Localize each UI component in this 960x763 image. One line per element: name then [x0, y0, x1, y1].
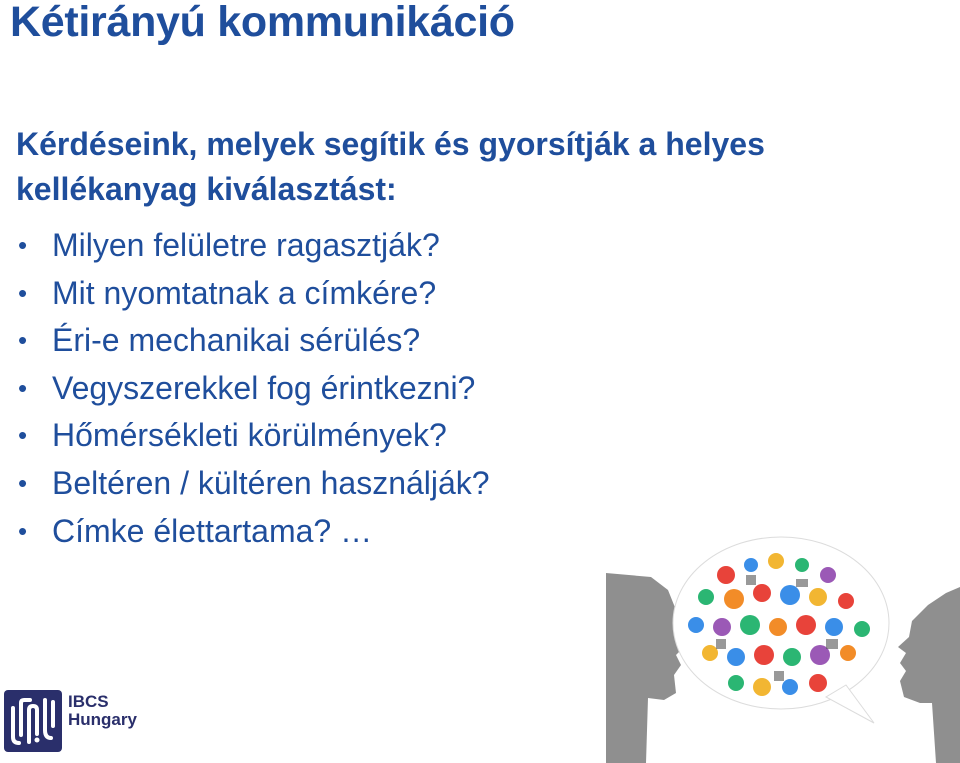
list-item-text: Milyen felületre ragasztják? — [52, 227, 440, 263]
company-logo — [4, 690, 154, 754]
list-item-text: Mit nyomtatnak a címkére? — [52, 274, 437, 311]
list-item-text: Beltéren / kültéren használják? — [52, 464, 490, 501]
logo-line-hungary: Hungary — [68, 710, 137, 729]
slide-title: Kétirányú kommunikáció — [10, 0, 515, 46]
list-item — [16, 365, 490, 413]
list-item — [16, 412, 490, 460]
list-item — [16, 460, 490, 508]
ibcs-logo-icon — [4, 690, 62, 752]
intro-text: Kérdéseink, melyek segítik és gyorsítják a helyes kellékanyag kiválasztást: — [16, 126, 765, 207]
logo-line-ibcs: IBCS — [68, 692, 109, 711]
question-list — [16, 222, 490, 555]
list-item-text: Éri-e mechanikai sérülés? — [52, 322, 421, 359]
logo-text — [68, 693, 137, 729]
bullet-icon: • — [18, 467, 28, 498]
bullet-icon: • — [18, 372, 28, 403]
communication-illustration — [606, 535, 960, 763]
right-face-silhouette — [898, 587, 960, 763]
bullet-icon: • — [18, 515, 28, 546]
list-item — [16, 508, 490, 556]
bullet-icon: • — [18, 277, 28, 308]
list-item-text: Címke élettartama? … — [52, 512, 373, 549]
list-item-text: Vegyszerekkel fog érintkezni? — [52, 369, 476, 406]
list-item — [16, 270, 490, 318]
bullet-icon: • — [18, 420, 28, 451]
speech-bubble-icon — [673, 537, 889, 723]
bullet-icon: • — [18, 325, 28, 356]
list-item-text: Hőmérsékleti körülmények? — [52, 417, 447, 454]
left-face-silhouette — [606, 573, 686, 763]
list-item — [16, 317, 490, 365]
list-item — [16, 222, 490, 270]
bullet-icon: • — [18, 230, 28, 260]
